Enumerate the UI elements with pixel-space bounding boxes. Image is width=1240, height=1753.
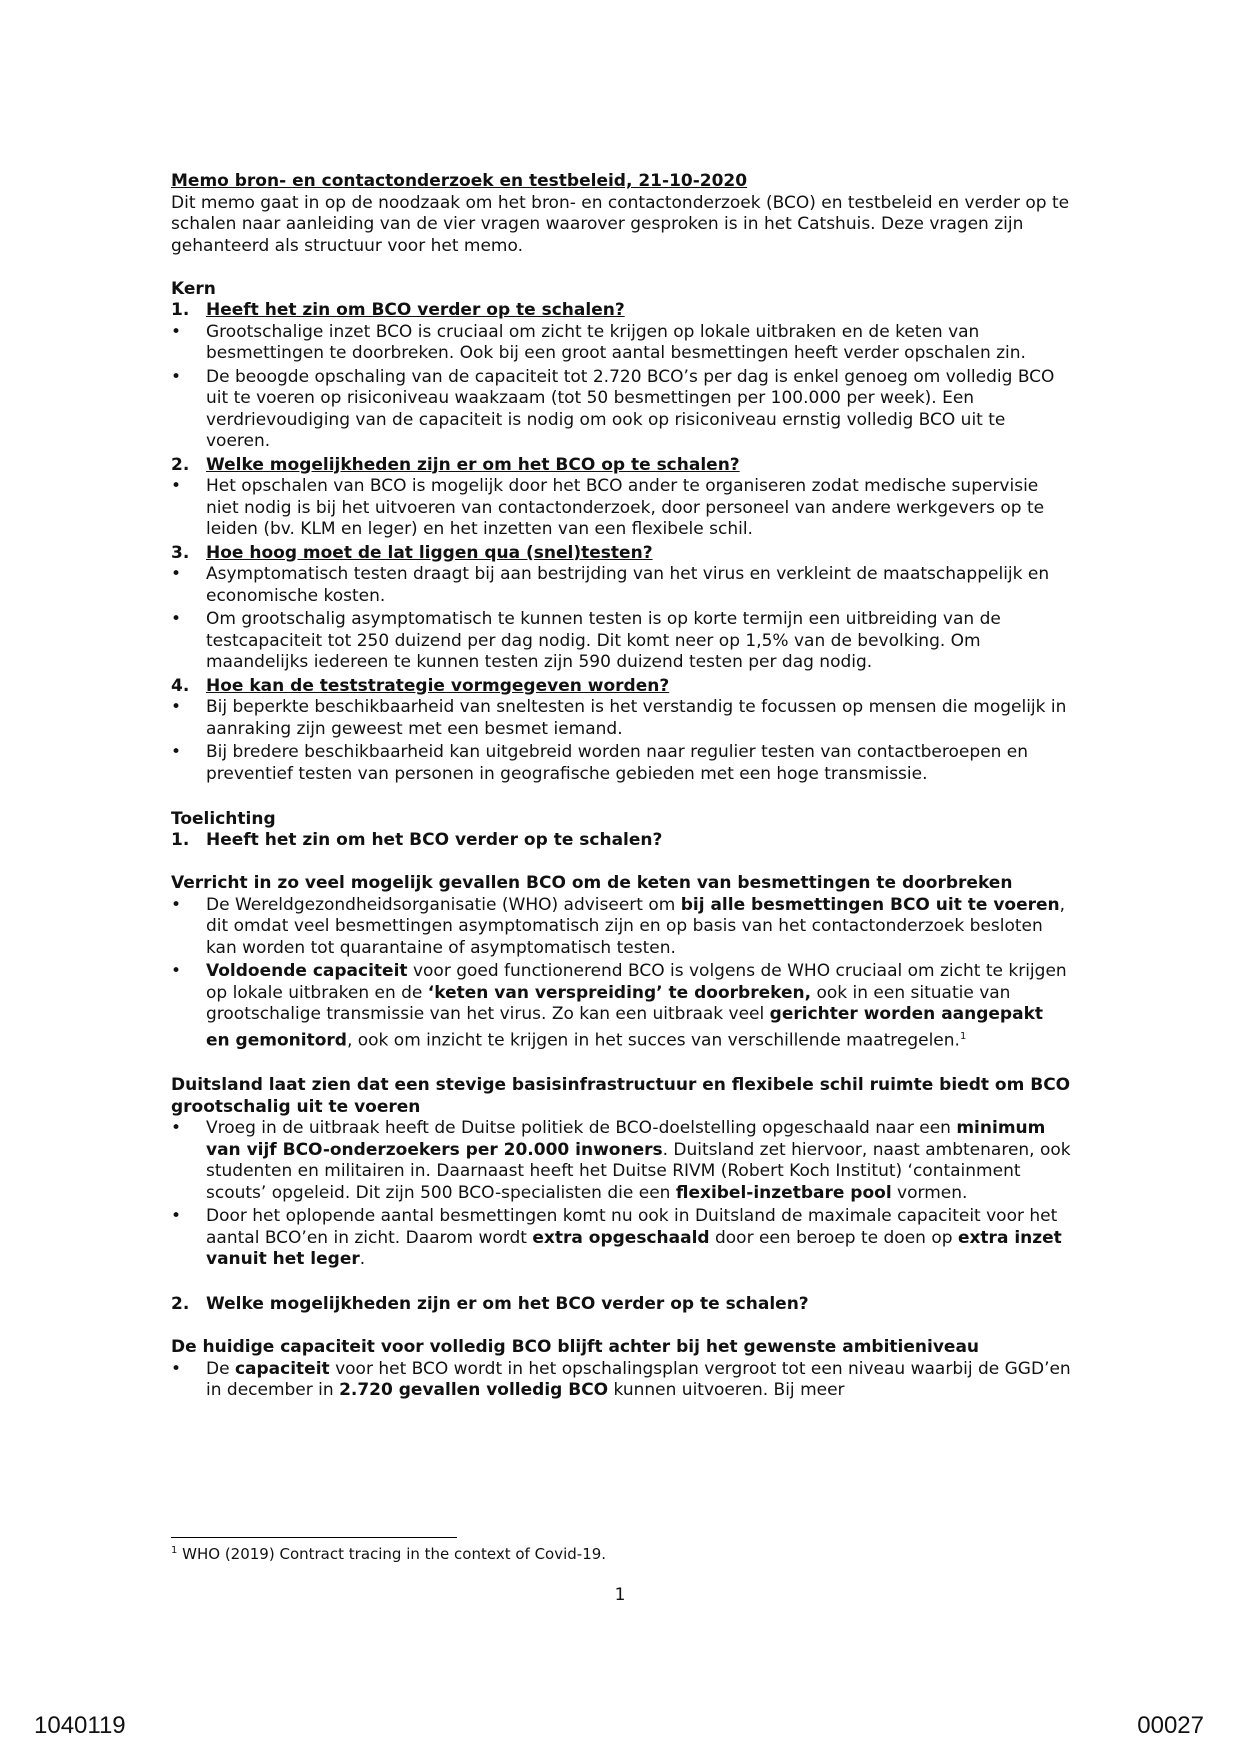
list-item: • Het opschalen van BCO is mogelijk door het BCO ander te organiseren zodat medische supervisie niet nodig is bij het uitvoeren van contactonderzoek, door personeel van andere werkgevers op te leiden (bv. KLM en leger) en het inzetten van een flexibele schil. — [171, 476, 1045, 539]
list-item: • Voldoende capaciteit voor goed functionerend BCO is volgens de WHO cruciaal om zicht te krijgen op lokale uitbraken en de ‘keten van verspreiding’ te doorbreken, ook in een situatie van grootschalige transmissie van het virus. Zo kan een uitbraak veel gerichter worden aangepakt en gemonitord, ook om inzicht te krijgen in het succes van verschillende maatregelen.$^1$ — [171, 961, 1067, 1051]
toelichting-heading: Toelichting — [171, 808, 276, 829]
page-number: 1 — [614, 1585, 626, 1605]
list-item: • Bij beperkte beschikbaarheid van sneltesten is het verstandig te focussen op mensen die mogelijk in aanraking zijn geweest met een besmet iemand. — [171, 697, 1067, 739]
footnote-reference: 1 — [959, 1030, 967, 1042]
memo-title: Memo bron- en contactonderzoek en testbeleid, 21-10-2020 — [171, 171, 748, 191]
subheading: Verricht in zo veel mogelijk gevallen BCO om de keten van besmettingen te doorbreken — [171, 873, 1013, 893]
list-item: • Door het oplopende aantal besmettingen komt nu ook in Duitsland de maximale capaciteit voor het aantal BCO’en in zicht. Daarom wordt extra opgeschaald door een beroep te doen op extra inzet vanuit het leger. — [171, 1206, 1062, 1270]
list-item: • De beoogde opschaling van de capaciteit tot 2.720 BCO’s per dag is enkel genoeg om volledig BCO uit te voeren op risiconiveau waakzaam (tot 50 besmettingen per 100.000 per week). Een verdrievoudiging van de capaciteit is nodig om ook op risiconiveau ernstig volledig BCO uit te voeren. — [171, 366, 1055, 451]
list-item: • Om grootschalig asymptomatisch te kunnen testen is op korte termijn een uitbreiding van de testcapaciteit tot 250 duizend per dag nodig. Dit komt neer op 1,5% van de bevolking. Om maandelijks iedereen te kunnen testen zijn 590 duizend testen per dag nodig. — [171, 609, 1001, 672]
document-id-right: 00027 — [1137, 1712, 1204, 1739]
subheading: Duitsland laat zien dat een stevige basisinfrastructuur en flexibele schil ruimte biedt om BCO grootschalig uit te voeren — [171, 1075, 1071, 1117]
footnote-divider — [171, 1537, 457, 1538]
list-item: • Grootschalige inzet BCO is cruciaal om zicht te krijgen op lokale uitbraken en de keten van besmettingen te doorbreken. Ook bij een groot aantal besmettingen heeft verder opschalen zin. — [171, 321, 1026, 363]
subheading: De huidige capaciteit voor volledig BCO blijft achter bij het gewenste ambitieniveau — [171, 1337, 980, 1358]
list-item: • Bij bredere beschikbaarheid kan uitgebreid worden naar regulier testen van contactberoepen en preventief testen van personen in geografische gebieden met een hoge transmissie. — [171, 742, 1029, 784]
kern-heading: Kern — [171, 278, 216, 299]
kern-question-2: 2. Welke mogelijkheden zijn er om het BCO op te schalen? — [171, 454, 740, 475]
list-item: • De Wereldgezondheidsorganisatie (WHO) adviseert om bij alle besmettingen BCO uit te voeren, dit omdat veel besmettingen asymptomatisch zijn en op basis van het contactonderzoek besloten kan worden tot quarantaine of asymptomatisch testen. — [171, 894, 1066, 958]
kern-question-3: 3. Hoe hoog moet de lat liggen qua (snel)testen? — [171, 542, 653, 563]
memo-intro: Dit memo gaat in op de noodzaak om het bron- en contactonderzoek (BCO) en testbeleid en verder op te schalen naar aanleiding van de vier vragen waarover gesproken is in het Catshuis. Deze vragen zijn gehanteerd als structuur voor het memo. — [171, 192, 1070, 256]
kern-question-1: 1. Heeft het zin om BCO verder op te schalen? — [171, 300, 625, 320]
footnote: $^1$ WHO (2019) Contract tracing in the context of Covid-19. — [171, 1545, 607, 1563]
document-id-left: 1040119 — [34, 1712, 126, 1739]
list-item: • Asymptomatisch testen draagt bij aan bestrijding van het virus en verkleint de maatschappelijk en economische kosten. — [171, 564, 1050, 606]
kern-question-4: 4. Hoe kan de teststrategie vormgegeven worden? — [171, 675, 670, 696]
list-item: • De capaciteit voor het BCO wordt in het opschalingsplan vergroot tot een niveau waarbij de GGD’en in december in 2.720 gevallen volledig BCO kunnen uitvoeren. Bij meer — [171, 1358, 1071, 1401]
toelichting-section-2: 2. Welke mogelijkheden zijn er om het BCO verder op te schalen? — [171, 1294, 809, 1315]
list-item: • Vroeg in de uitbraak heeft de Duitse politiek de BCO-doelstelling opgeschaald naar een minimum van vijf BCO-onderzoekers per 20.000 inwoners. Duitsland zet hiervoor, naast ambtenaren, ook studenten en militairen in. Daarnaast heeft het Duitse RIVM (Robert Koch Institut) ‘containment scouts’ opgeleid. Dit zijn 500 BCO-specialisten die een flexibel-inzetbare pool vormen. — [171, 1118, 1071, 1203]
toelichting-section-1: 1. Heeft het zin om het BCO verder op te schalen? — [171, 830, 663, 850]
memo-page — [171, 171, 1071, 1404]
